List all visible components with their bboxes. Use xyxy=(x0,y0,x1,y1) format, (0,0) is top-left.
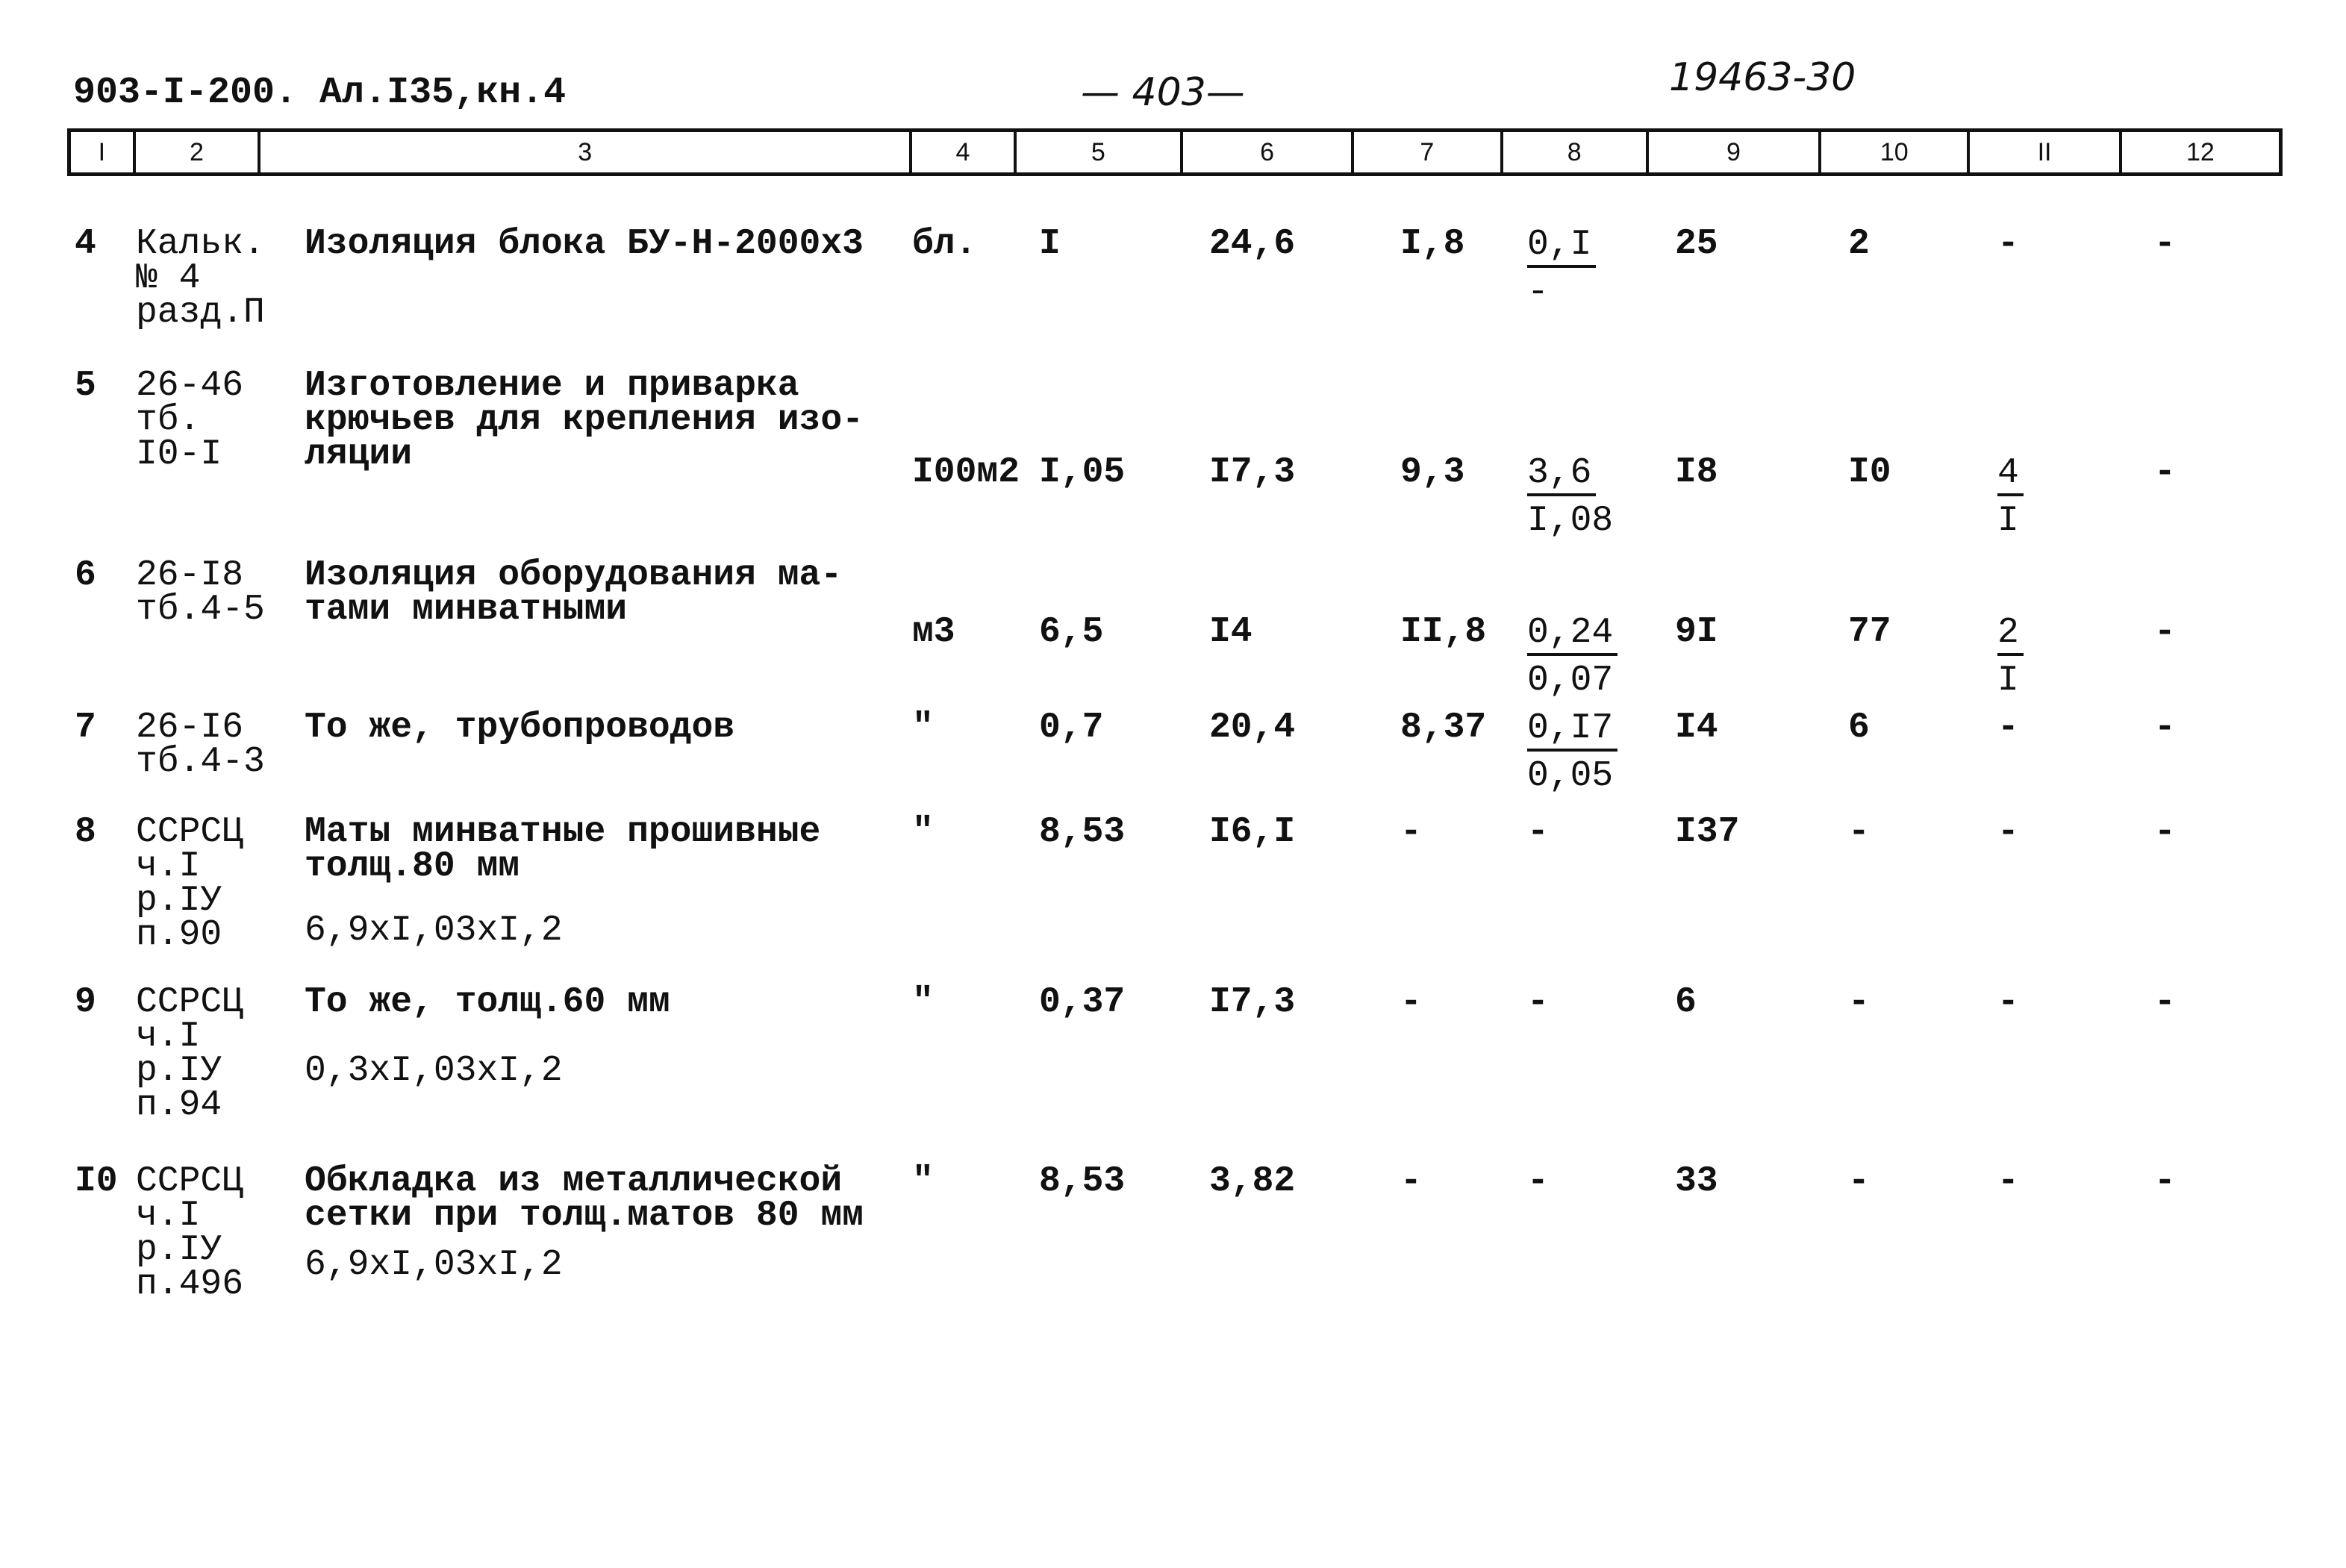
cell-col-8-numerator: 0,24 xyxy=(1527,613,1617,656)
row-number: 8 xyxy=(75,812,96,852)
cell-col-8 xyxy=(1527,705,1617,800)
row-number: 4 xyxy=(75,224,96,264)
work-description: То же, трубопроводов xyxy=(305,708,735,748)
column-number-6: 6 xyxy=(1183,132,1354,172)
cell-col-11 xyxy=(1997,609,2024,705)
column-number-7: 7 xyxy=(1354,132,1503,172)
cell-col-12: - xyxy=(2154,982,2176,1022)
cell-col-10: I0 xyxy=(1848,452,1891,493)
cell-col-6: I7,3 xyxy=(1209,452,1296,493)
quantity: 8,53 xyxy=(1039,1161,1126,1202)
cell-col-8 xyxy=(1527,221,1596,316)
column-number-10: 10 xyxy=(1821,132,1970,172)
cell-col-9: I37 xyxy=(1675,812,1740,852)
column-number-header xyxy=(67,128,2283,176)
cell-col-7: I,8 xyxy=(1400,224,1465,264)
cell-col-8-numerator: 3,6 xyxy=(1527,453,1596,496)
work-description: То же, толщ.60 мм xyxy=(305,982,670,1022)
column-number-2: 2 xyxy=(136,132,261,172)
norm-reference: ССРСЦ ч.I р.IУ п.94 xyxy=(136,982,244,1125)
cell-col-11: - xyxy=(1997,1161,2019,1202)
quantity: 0,37 xyxy=(1039,982,1126,1022)
cell-col-9: 33 xyxy=(1675,1161,1718,1202)
norm-reference: 26-I6 тб.4-3 xyxy=(136,708,265,782)
cell-col-9: I8 xyxy=(1675,452,1718,493)
inventory-number: 19463-30 xyxy=(1669,55,1856,100)
quantity-calculation: 6,9хI,03хI,2 xyxy=(305,1245,563,1285)
cell-col-11: - xyxy=(1997,982,2019,1022)
page-number: — 403— xyxy=(1081,70,1245,115)
work-description: Изоляция блока БУ-Н-2000х3 xyxy=(305,224,864,264)
unit-of-measure: " xyxy=(912,812,934,852)
cell-col-7: 9,3 xyxy=(1400,452,1465,493)
work-description: Изоляция оборудования ма- тами минватными xyxy=(305,555,843,630)
cell-col-7: - xyxy=(1400,812,1422,852)
row-number: 9 xyxy=(75,982,96,1022)
cell-col-10: - xyxy=(1848,1161,1870,1202)
cell-col-6: 20,4 xyxy=(1209,708,1296,748)
cell-col-12: - xyxy=(2154,1161,2176,1202)
cell-col-7: - xyxy=(1400,1161,1422,1202)
cell-col-11 xyxy=(1997,449,2024,545)
cell-col-12: - xyxy=(2154,452,2176,493)
unit-of-measure: " xyxy=(912,982,934,1022)
norm-reference: 26-46 тб. I0-I xyxy=(136,366,244,475)
cell-col-12: - xyxy=(2154,812,2176,852)
cell-col-12: - xyxy=(2154,224,2176,264)
cell-col-11: - xyxy=(1997,708,2019,748)
row-number: 5 xyxy=(75,366,96,406)
norm-reference: 26-I8 тб.4-5 xyxy=(136,555,265,630)
cell-col-10: 6 xyxy=(1848,708,1870,748)
column-number-9: 9 xyxy=(1649,132,1821,172)
column-number-4: 4 xyxy=(912,132,1017,172)
cell-col-9: 9I xyxy=(1675,612,1718,652)
work-description: Изготовление и приварка крючьев для крепления изо- ляции xyxy=(305,366,864,475)
cell-col-8: - xyxy=(1527,982,1549,1022)
cell-col-8-numerator: 0,I7 xyxy=(1527,708,1617,752)
unit-of-measure: I00м2 xyxy=(912,452,1020,493)
quantity: I xyxy=(1039,224,1061,264)
cell-col-6: I6,I xyxy=(1209,812,1296,852)
cell-col-6: I7,3 xyxy=(1209,982,1296,1022)
row-number: 7 xyxy=(75,708,96,748)
norm-reference: Кальк. № 4 разд.П xyxy=(136,224,265,333)
cell-col-8: - xyxy=(1527,812,1549,852)
unit-of-measure: " xyxy=(912,1161,934,1202)
column-number-3: 3 xyxy=(261,132,912,172)
cell-col-7: - xyxy=(1400,982,1422,1022)
row-number: 6 xyxy=(75,555,96,596)
cell-col-11-numerator: 4 xyxy=(1997,453,2024,496)
column-number-5: 5 xyxy=(1017,132,1183,172)
quantity: 0,7 xyxy=(1039,708,1104,748)
column-number-12: 12 xyxy=(2186,138,2215,166)
cell-col-12: - xyxy=(2154,612,2176,652)
cell-col-10: 2 xyxy=(1848,224,1870,264)
cell-col-7: 8,37 xyxy=(1400,708,1487,748)
cell-col-8-denominator: 0,05 xyxy=(1527,756,1614,796)
cell-col-12: - xyxy=(2154,708,2176,748)
cell-col-8: - xyxy=(1527,1161,1549,1202)
cell-col-11: - xyxy=(1997,224,2019,264)
quantity-calculation: 6,9хI,03хI,2 xyxy=(305,910,563,951)
unit-of-measure: " xyxy=(912,708,934,748)
quantity: 6,5 xyxy=(1039,612,1104,652)
cell-col-6: 3,82 xyxy=(1209,1161,1296,1202)
row-number: I0 xyxy=(75,1161,118,1202)
cell-col-8 xyxy=(1527,609,1617,705)
cell-col-9: 25 xyxy=(1675,224,1718,264)
norm-reference: ССРСЦ ч.I р.IУ п.496 xyxy=(136,1161,244,1305)
cell-col-10: 77 xyxy=(1848,612,1891,652)
cell-col-9: 6 xyxy=(1675,982,1697,1022)
column-number-11: II xyxy=(1970,132,2121,172)
document-header-code: 903-I-200. Ал.I35,кн.4 xyxy=(73,72,567,114)
cell-col-11-denominator: I xyxy=(1997,660,2019,701)
unit-of-measure: м3 xyxy=(912,612,955,652)
cell-col-11: - xyxy=(1997,812,2019,852)
cell-col-8-denominator: 0,07 xyxy=(1527,660,1614,701)
cell-col-10: - xyxy=(1848,812,1870,852)
cell-col-8-numerator: 0,I xyxy=(1527,225,1596,268)
cell-col-8-denominator: I,08 xyxy=(1527,501,1614,541)
cell-col-8 xyxy=(1527,449,1613,545)
cell-col-9: I4 xyxy=(1675,708,1718,748)
cell-col-6: I4 xyxy=(1209,612,1252,652)
cell-col-7: II,8 xyxy=(1400,612,1487,652)
cell-col-11-numerator: 2 xyxy=(1997,613,2024,656)
cell-col-11-denominator: I xyxy=(1997,501,2019,541)
column-number-8: 8 xyxy=(1503,132,1649,172)
column-number-1: I xyxy=(71,132,136,172)
quantity: I,05 xyxy=(1039,452,1126,493)
norm-reference: ССРСЦ ч.I р.IУ п.90 xyxy=(136,812,244,955)
quantity: 8,53 xyxy=(1039,812,1126,852)
cell-col-6: 24,6 xyxy=(1209,224,1296,264)
work-description: Маты минватные прошивные толщ.80 мм xyxy=(305,812,821,887)
cell-col-10: - xyxy=(1848,982,1870,1022)
unit-of-measure: бл. xyxy=(912,224,977,264)
work-description: Обкладка из металлической сетки при толщ.матов 80 мм xyxy=(305,1161,864,1236)
quantity-calculation: 0,3хI,03хI,2 xyxy=(305,1051,563,1091)
cell-col-8-denominator: - xyxy=(1527,272,1549,313)
